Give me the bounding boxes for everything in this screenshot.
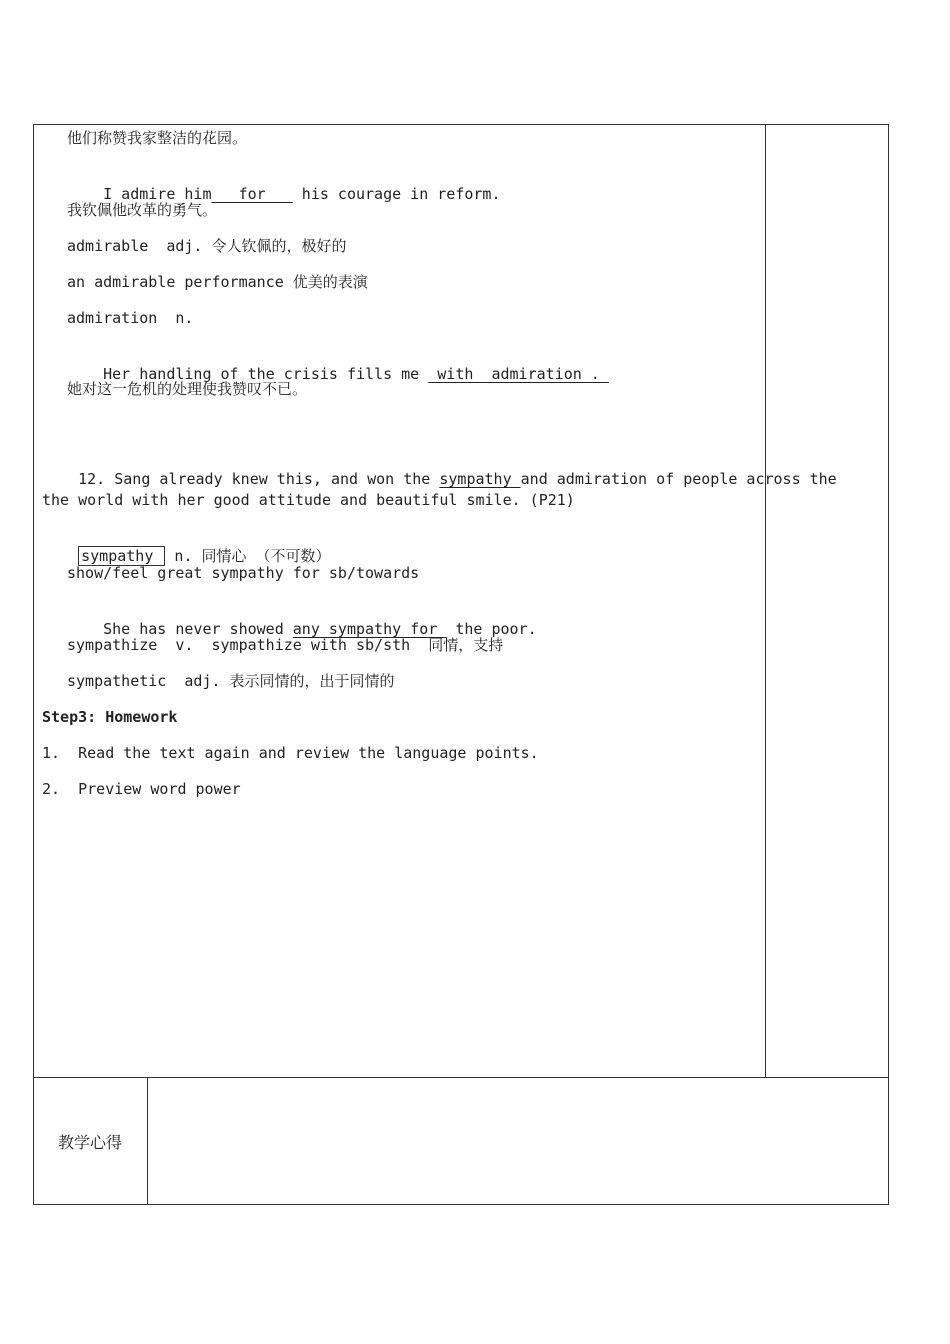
text: n. 同情心 （不可数） bbox=[165, 547, 331, 565]
list-item: 2. Preview word power bbox=[42, 780, 241, 798]
text: I admire him bbox=[103, 185, 212, 203]
list-item: 1. Read the text again and review the language points. bbox=[42, 744, 539, 762]
text-line: 他们称赞我家整洁的花园。 bbox=[67, 129, 248, 147]
right-column-divider bbox=[765, 124, 766, 1078]
answer-blank: for bbox=[211, 185, 293, 203]
text-line: an admirable performance 优美的表演 bbox=[67, 273, 368, 291]
text: Her handling of the crisis fills me bbox=[103, 365, 429, 383]
text: and admiration of people across the bbox=[520, 470, 837, 488]
text-line: admirable adj. 令人钦佩的，极好的 bbox=[67, 237, 347, 255]
text-line: 我钦佩他改革的勇气。 bbox=[67, 201, 218, 219]
teaching-reflection-label: 教学心得 bbox=[57, 1132, 122, 1152]
section-heading: Step3: Homework bbox=[42, 708, 178, 726]
text-line: admiration n. bbox=[67, 309, 194, 327]
underlined-word: sympathy bbox=[439, 470, 521, 488]
text-line: sympathize v. sympathize with sb/sth 同情，支持 bbox=[67, 636, 504, 654]
text-line: 她对这一危机的处理使我赞叹不已。 bbox=[67, 380, 308, 398]
text: his courage in reform. bbox=[292, 185, 501, 203]
vocab-word-box: sympathy bbox=[78, 546, 165, 566]
answer-blank: any sympathy for bbox=[292, 620, 447, 638]
text: She has never showed bbox=[103, 620, 293, 638]
text-line: the world with her good attitude and beautiful smile. (P21) bbox=[42, 491, 575, 509]
text: 12. Sang already knew this, and won the bbox=[78, 470, 440, 488]
teaching-reflection-field[interactable] bbox=[148, 1078, 888, 1204]
answer-blank: with admiration . bbox=[428, 365, 609, 383]
text-line: show/feel great sympathy for sb/towards bbox=[67, 564, 420, 582]
text-line: sympathetic adj. 表示同情的，出于同情的 bbox=[67, 672, 395, 690]
text: the poor. bbox=[446, 620, 537, 638]
